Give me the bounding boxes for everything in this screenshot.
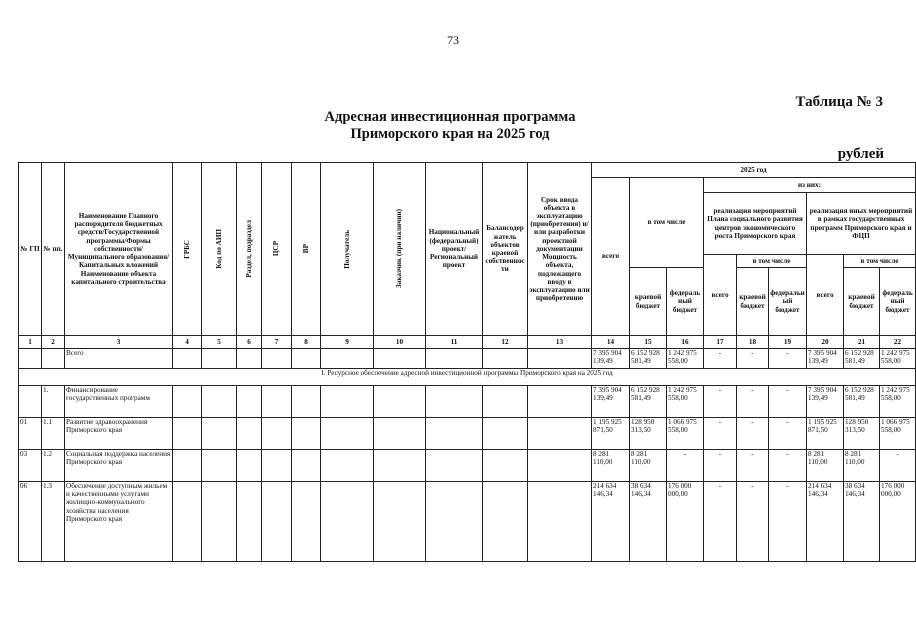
row-kraevoy: 128 950 313,50 <box>630 418 667 450</box>
row-inye-federal: - <box>880 450 916 482</box>
header-vr: ВР <box>292 163 321 336</box>
row-plan-federal: - <box>769 450 807 482</box>
row-name: Социальная поддержка населения Приморского края <box>65 450 173 482</box>
header-pp: № пп. <box>42 163 65 336</box>
row-inye-vsego: 214 634 146,34 <box>807 482 844 562</box>
row-kraevoy: 38 634 146,34 <box>630 482 667 562</box>
row-gp: 03 <box>19 450 42 482</box>
row-plan-vsego: - <box>704 418 737 450</box>
row-name: Обеспечение доступным жильем и качественными услугами жилищно-коммунального хозяйства населения Приморского края <box>65 482 173 562</box>
row-inye-vsego: 7 395 904 139,49 <box>807 386 844 418</box>
row-gp: 06 <box>19 482 42 562</box>
total-inye-federal: 1 242 975 558,00 <box>880 349 916 369</box>
header-csr: ЦСР <box>262 163 292 336</box>
col-number: 16 <box>667 336 704 349</box>
title-line-1: Адресная инвестиционная программа <box>324 109 576 125</box>
header-poluchatel: Получатель <box>321 163 374 336</box>
col-number: 6 <box>237 336 262 349</box>
total-federal: 1 242 975 558,00 <box>667 349 704 369</box>
header-gp: № ГП <box>19 163 42 336</box>
total-label: Всего <box>65 349 173 369</box>
header-plan-kraevoy: краевой бюджет <box>737 268 769 336</box>
row-vsego: 214 634 146,34 <box>592 482 630 562</box>
header-plan-vsego: всего <box>704 255 737 336</box>
header-grbs: ГРБС <box>173 163 202 336</box>
row-pp: 1.2 <box>42 450 65 482</box>
row-vsego: 1 195 925 871,50 <box>592 418 630 450</box>
total-row <box>19 349 916 369</box>
header-plan-v-tom-chisle: в том числе <box>737 255 807 268</box>
row-federal: 1 242 975 558,00 <box>667 386 704 418</box>
col-number: 17 <box>704 336 737 349</box>
total-plan-vsego: - <box>704 349 737 369</box>
header-inye: реализация иных мероприятий в рамках государственных программ Приморского края и ФЦП <box>807 193 916 255</box>
col-number: 5 <box>202 336 237 349</box>
row-inye-kraevoy: 128 950 313,50 <box>844 418 880 450</box>
column-number-row <box>19 336 916 349</box>
row-vsego: 7 395 904 139,49 <box>592 386 630 418</box>
col-number: 14 <box>592 336 630 349</box>
row-inye-federal: 176 000 000,00 <box>880 482 916 562</box>
row-plan-kraevoy: - <box>737 418 769 450</box>
col-number: 21 <box>844 336 880 349</box>
total-inye-kraevoy: 6 152 928 581,49 <box>844 349 880 369</box>
header-inye-vsego: всего <box>807 255 844 336</box>
row-inye-vsego: 8 281 110,00 <box>807 450 844 482</box>
investment-program-table <box>18 162 916 562</box>
col-number: 18 <box>737 336 769 349</box>
col-number: 19 <box>769 336 807 349</box>
row-name: Развитие здравоохранения Приморского края <box>65 418 173 450</box>
header-plan-federal: федеральный бюджет <box>769 268 807 336</box>
total-plan-kraevoy: - <box>737 349 769 369</box>
col-number: 1 <box>19 336 42 349</box>
header-balance: Балансодержатель объектов краевой собственности <box>483 163 528 336</box>
col-number: 11 <box>426 336 483 349</box>
header-year: 2025 год <box>592 163 916 178</box>
table-row <box>19 386 916 418</box>
col-number: 9 <box>321 336 374 349</box>
header-plan: реализация мероприятий Плана социального развития центров экономического роста Приморского края <box>704 193 807 255</box>
table-row <box>19 482 916 562</box>
currency-unit: рублей <box>837 146 884 162</box>
section-title: I. Ресурсное обеспечение адресной инвестиционной программы Приморского края на 2025 год <box>19 369 916 386</box>
header-kraevoy: краевой бюджет <box>630 268 667 336</box>
table-row <box>19 450 916 482</box>
header-kod-aip: Код по АИП <box>202 163 237 336</box>
header-inye-v-tom-chisle: в том числе <box>844 255 916 268</box>
row-gp <box>19 386 42 418</box>
col-number: 7 <box>262 336 292 349</box>
header-inye-federal: федеральный бюджет <box>880 268 916 336</box>
row-plan-federal: - <box>769 386 807 418</box>
col-number: 12 <box>483 336 528 349</box>
col-number: 2 <box>42 336 65 349</box>
total-inye-vsego: 7 395 904 139,49 <box>807 349 844 369</box>
title-line-2: Приморского края на 2025 год <box>350 126 550 142</box>
table-label: Таблица № 3 <box>795 94 883 110</box>
row-gp: 01 <box>19 418 42 450</box>
header-federal: федеральный бюджет <box>667 268 704 336</box>
header-zakazchik: Заказчик (при наличии) <box>374 163 426 336</box>
header-nac-proekt: Национальный (федеральный) проект/ Региональный проект <box>426 163 483 336</box>
row-plan-vsego: - <box>704 386 737 418</box>
header-name: Наименование Главного распорядителя бюджетных средств/Государственной программы/Формы собственности/Муниципального образования/Капитальных вложений Наименование объекта капитального строительства <box>65 163 173 336</box>
section-row <box>19 369 916 386</box>
row-plan-federal: - <box>769 418 807 450</box>
row-inye-kraevoy: 38 634 146,34 <box>844 482 880 562</box>
header-v-tom-chisle: в том числе <box>630 178 704 268</box>
col-number: 13 <box>528 336 592 349</box>
row-inye-federal: 1 066 975 558,00 <box>880 418 916 450</box>
row-plan-vsego: - <box>704 482 737 562</box>
row-plan-kraevoy: - <box>737 386 769 418</box>
row-plan-kraevoy: - <box>737 450 769 482</box>
row-inye-federal: 1 242 975 558,00 <box>880 386 916 418</box>
row-plan-kraevoy: - <box>737 482 769 562</box>
col-number: 8 <box>292 336 321 349</box>
header-vsego: всего <box>592 178 630 336</box>
row-kraevoy: 6 152 928 581,49 <box>630 386 667 418</box>
row-federal: - <box>667 450 704 482</box>
col-number: 3 <box>65 336 173 349</box>
col-number: 4 <box>173 336 202 349</box>
header-razdel: Раздел, подраздел <box>237 163 262 336</box>
total-kraevoy: 6 152 928 581,49 <box>630 349 667 369</box>
row-kraevoy: 8 281 110,00 <box>630 450 667 482</box>
col-number: 15 <box>630 336 667 349</box>
document-title <box>300 109 600 143</box>
row-federal: 176 000 000,00 <box>667 482 704 562</box>
header-srok: Срок ввода объекта в эксплуатацию (приобретения) и/или разработки проектной документации Мощность объекта, подлежащего вводу в эксплуатацию или приобретению <box>528 163 592 336</box>
row-pp: 1. <box>42 386 65 418</box>
row-vsego: 8 281 110,00 <box>592 450 630 482</box>
col-number: 20 <box>807 336 844 349</box>
row-inye-kraevoy: 6 152 928 581,49 <box>844 386 880 418</box>
header-inye-kraevoy: краевой бюджет <box>844 268 880 336</box>
row-name: Финансирование государственных программ <box>65 386 173 418</box>
col-number: 10 <box>374 336 426 349</box>
row-inye-kraevoy: 8 281 110,00 <box>844 450 880 482</box>
total-vsego: 7 395 904 139,49 <box>592 349 630 369</box>
row-federal: 1 066 975 558,00 <box>667 418 704 450</box>
page-number: 73 <box>447 33 459 47</box>
header-iz-nih: из них: <box>704 178 916 193</box>
row-plan-vsego: - <box>704 450 737 482</box>
row-plan-federal: - <box>769 482 807 562</box>
row-inye-vsego: 1 195 925 871,50 <box>807 418 844 450</box>
col-number: 22 <box>880 336 916 349</box>
row-pp: 1.3 <box>42 482 65 562</box>
table-row <box>19 418 916 450</box>
row-pp: 1.1 <box>42 418 65 450</box>
total-plan-federal: - <box>769 349 807 369</box>
